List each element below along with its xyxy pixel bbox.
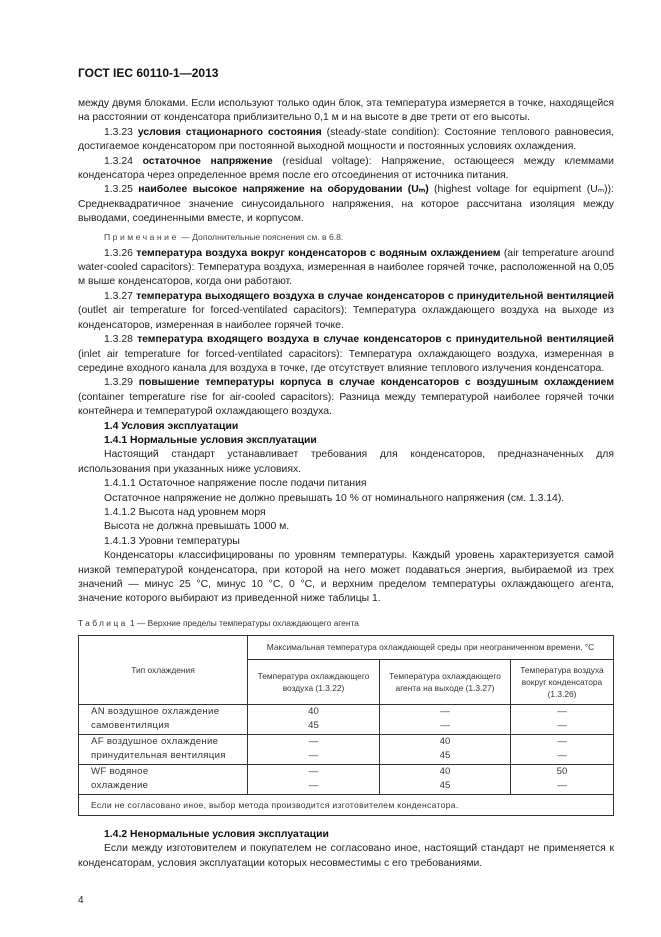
- header-col: Температура воздуха вокруг конденсатора (1.3.26): [511, 659, 614, 704]
- definition-paragraph: [78, 333, 614, 376]
- cooling-desc: принудительная вентиляция: [91, 750, 226, 762]
- value: 45: [308, 720, 319, 732]
- clause-number: 1.3.28: [104, 334, 138, 346]
- cooling-code: WF водяное: [91, 766, 149, 778]
- cooling-type-cell: [79, 764, 248, 794]
- clause-number: 1.3.29: [104, 377, 139, 389]
- section-1-4-heading: 1.4 Условия эксплуатации: [104, 420, 239, 432]
- table-body: [79, 704, 614, 794]
- value-cell: [511, 734, 614, 764]
- value: —: [308, 750, 319, 762]
- document-header: ГОСТ IEC 60110-1—2013: [78, 66, 219, 80]
- definition-text: (air temperature around water-cooled capacitors): Температура воздуха, измеренная в наиболее горячей точке, расположенной на 0,05 м выше конденсаторов, когда они работают.: [78, 247, 615, 288]
- value-cell: [511, 764, 614, 794]
- paragraph: 1.4.1.3 Уровни температуры: [104, 535, 240, 547]
- table-footer: Если не согласовано иное, выбор метода производится изготовителем конденсатора.: [79, 794, 614, 815]
- cooling-type-cell: [79, 704, 248, 734]
- definition-text: (steady-state condition): Состояние теплового равновесия, достигаемое конденсатором при постоянной выходной мощности и постоянных условиях охлаждения.: [78, 126, 614, 153]
- table-header-row: [79, 635, 614, 659]
- clause-number: 1.3.25: [104, 184, 139, 196]
- clause-number: 1.3.23: [104, 126, 138, 138]
- table-footer-row: [79, 794, 614, 815]
- section-1-4-1-heading: 1.4.1 Нормальные условия эксплуатации: [104, 434, 317, 446]
- value: —: [308, 766, 319, 778]
- table-caption-text: 1 — Верхние пределы температуры охлаждающего агента: [129, 617, 359, 628]
- value: 45: [439, 780, 451, 792]
- value-cell: [511, 704, 614, 734]
- cooling-desc: самовентиляция: [91, 720, 170, 732]
- table-row: [79, 734, 614, 764]
- value: 45: [439, 750, 451, 762]
- header-cooling-type: Тип охлаждения: [79, 635, 248, 704]
- definition-text: (container temperature rise for air-cooled capacitors): Разница между температурой наиболее горячей точки контейнера и температурой охлаждающего воздуха.: [78, 391, 614, 418]
- term: остаточное напряжение: [142, 155, 273, 167]
- paragraph: Высота не должна превышать 1000 м.: [104, 521, 290, 533]
- document-body: [78, 97, 614, 607]
- header-col: Температура охлаждающего воздуха (1.3.22): [248, 659, 380, 704]
- value: —: [557, 736, 567, 748]
- value-cell: [248, 734, 380, 764]
- value: —: [557, 706, 567, 718]
- value: 40: [439, 736, 451, 748]
- cooling-limits-table: [78, 635, 614, 816]
- definitions-part-1: [78, 97, 614, 227]
- value-cell: [248, 764, 380, 794]
- definitions-part-2: [78, 247, 614, 420]
- page-number: 4: [78, 895, 84, 907]
- section-1-4-1-text: [78, 448, 614, 606]
- definition-paragraph: [78, 183, 614, 226]
- definition-paragraph: [78, 247, 614, 290]
- value-cell: [380, 704, 511, 734]
- value: 40: [308, 706, 319, 718]
- term: температура выходящего воздуха в случае конденсаторов с принудительной вентиляцией: [136, 290, 614, 302]
- value: —: [440, 720, 450, 732]
- clause-number: 1.3.26: [104, 247, 137, 259]
- clause-number: 1.3.24: [104, 155, 143, 167]
- paragraph: Конденсаторы классифицированы по уровням температуры. Каждый уровень характеризуется самой низкой температурой конденсатора, при которой на него может подаваться энергия, выбираемой из трех значений — минус 25 °C, минус 10 °C, 0 °C, и верхним пределом температуры охлаждающего агента, значение которого выбирают из приведенной ниже таблицы 1.: [78, 550, 614, 605]
- paragraph: 1.4.1.2 Высота над уровнем моря: [104, 506, 266, 518]
- table-caption-label: Таблица: [78, 617, 128, 628]
- note-label: Примечание: [104, 231, 179, 242]
- cooling-code: AN воздушное охлаждение: [91, 706, 220, 718]
- definition-text: (inlet air temperature for forced-ventilated capacitors): Температура охлаждающего воздуха, измеренная в середине входного канала для воздуха в точке, где отсутствует влияние теплового излучения конденсатора.: [78, 348, 614, 374]
- definition-paragraph: [78, 290, 614, 333]
- paragraph: Если между изготовителем и покупателем не согласовано иное, настоящий стандарт не применяется к конденсаторам, условия эксплуатации которых несовместимы с его требованиями.: [78, 843, 614, 869]
- term: температура входящего воздуха в случае конденсаторов с принудительной вентиляцией: [137, 334, 614, 346]
- note: [78, 231, 614, 243]
- table-row: [79, 704, 614, 734]
- paragraph: 1.4.1.1 Остаточное напряжение после подачи питания: [104, 478, 367, 490]
- header-col: Температура охлаждающего агента на выходе (1.3.27): [380, 659, 511, 704]
- value: —: [557, 720, 567, 732]
- term: наиболее высокое напряжение на оборудовании (Uₘ): [138, 184, 429, 196]
- header-group: Максимальная температура охлаждающей среды при неограниченном времени, °С: [248, 635, 614, 659]
- paragraph: Остаточное напряжение не должно превышать 10 % от номинального напряжения (см. 1.3.14).: [104, 492, 565, 504]
- cooling-code: AF воздушное охлаждение: [91, 736, 219, 748]
- definition-text: (residual voltage): Напряжение, остающееся между клеммами конденсатора через определенное время после его отсоединения от источника питания.: [78, 155, 614, 182]
- value: —: [557, 780, 567, 792]
- value: 50: [556, 766, 568, 778]
- value: 40: [439, 766, 451, 778]
- definition-paragraph: [78, 376, 614, 419]
- value: —: [440, 706, 450, 718]
- table-row: [79, 764, 614, 794]
- section-1-4-2: [78, 828, 614, 871]
- term: температура воздуха вокруг конденсаторов с водяным охлаждением: [136, 247, 501, 259]
- note-text: — Дополнительные пояснения см. в 6.8.: [178, 231, 344, 242]
- cooling-desc: охлаждение: [91, 780, 149, 792]
- paragraph: Настоящий стандарт устанавливает требования для конденсаторов, предназначенных для использования при указанных ниже условиях.: [78, 449, 614, 475]
- term: повышение температуры корпуса в случае конденсаторов с воздушным охлаждением: [138, 377, 615, 389]
- definition-paragraph: [78, 97, 614, 126]
- section-1-4-2-heading: 1.4.2 Ненормальные условия эксплуатации: [104, 828, 329, 840]
- clause-number: 1.3.27: [104, 290, 137, 302]
- definition-paragraph: [78, 155, 614, 184]
- definition-text: между двумя блоками. Если используют только один блок, эта температура измеряется в точке, находящейся на расстоянии от конденсатора приблизительно 0,1 м и на высоте в две трети от его высоты.: [78, 98, 614, 124]
- definition-text: (outlet air temperature for forced-ventilated capacitors): Температура охлаждающего воздуха на выходе из конденсаторов, измеренная в наиболее горячей точке.: [78, 305, 614, 331]
- value-cell: [248, 704, 380, 734]
- term: условия стационарного состояния: [137, 126, 322, 138]
- page-content: [78, 0, 614, 937]
- value: —: [557, 750, 567, 762]
- table-caption: [78, 617, 614, 629]
- definition-text: (highest voltage for equipment (Uₘ)): Среднеквадратичное значение синусоидального напряжения, на которое рассчитана изоляция между выводами, соединенными вместе, и корпусом.: [78, 184, 614, 225]
- definition-paragraph: [78, 126, 614, 155]
- value: —: [308, 736, 319, 748]
- cooling-type-cell: [79, 734, 248, 764]
- value: —: [308, 780, 319, 792]
- value-cell: [380, 764, 511, 794]
- value-cell: [380, 734, 511, 764]
